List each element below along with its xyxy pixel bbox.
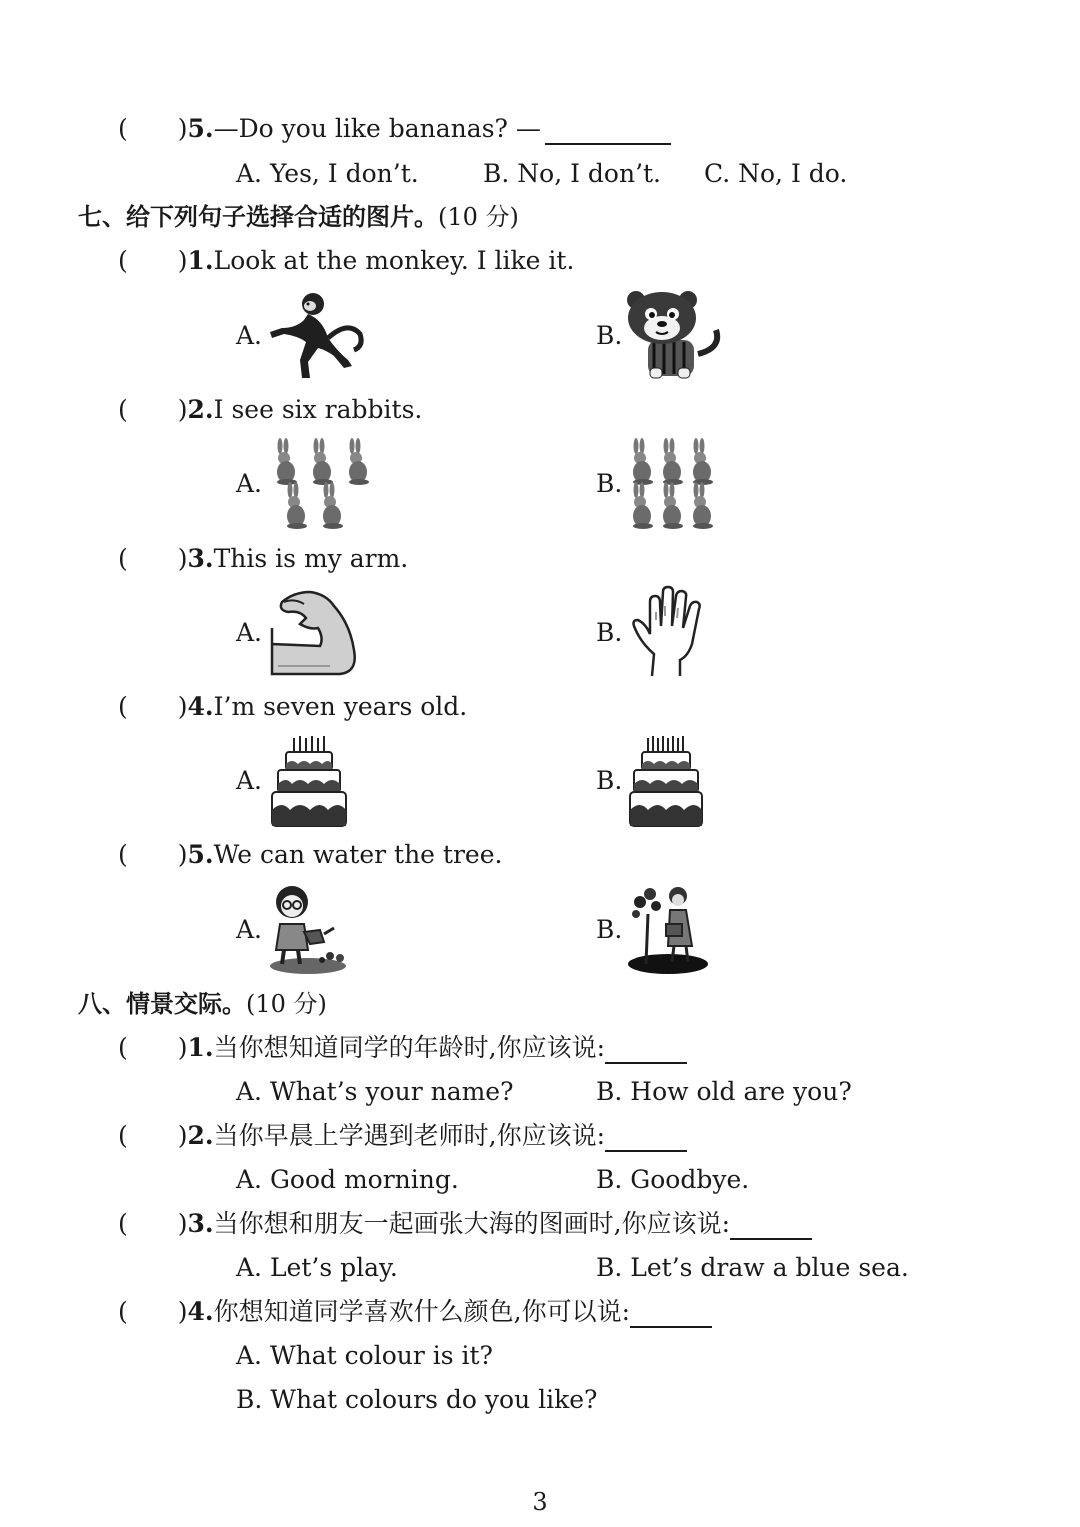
arm-icon[interactable]	[270, 588, 360, 678]
question-row	[118, 691, 467, 723]
option-b[interactable]: B. No, I don’t.	[483, 159, 662, 188]
question-text: 当你想知道同学的年龄时,你应该说:	[213, 1033, 605, 1062]
option-a-label[interactable]: A.	[236, 321, 263, 350]
option-b-label[interactable]: B.	[596, 618, 623, 647]
hand-icon[interactable]	[630, 586, 710, 678]
question-number: 3.	[187, 544, 214, 573]
option-a-label[interactable]: A.	[236, 618, 263, 647]
answer-paren[interactable]: ( )	[118, 1297, 188, 1326]
cake-icon[interactable]	[270, 736, 348, 828]
question-row	[118, 394, 422, 426]
question-number: 4.	[187, 692, 214, 721]
section-points: (10 分)	[438, 203, 519, 231]
answer-blank[interactable]	[730, 1212, 812, 1240]
question-row	[118, 1032, 687, 1064]
question-text: I see six rabbits.	[213, 395, 423, 424]
question-text: Look at the monkey. I like it.	[213, 246, 575, 275]
option-b[interactable]: B. What colours do you like?	[236, 1385, 598, 1414]
section-7-title	[78, 201, 519, 233]
page-number: 3	[532, 1488, 548, 1516]
question-text: —Do you like bananas? —	[213, 114, 541, 143]
question-row	[118, 1208, 812, 1240]
option-a-label[interactable]: A.	[236, 915, 263, 944]
girl-watering-tree-icon[interactable]	[626, 884, 712, 976]
question-row	[118, 245, 574, 277]
question-number: 5.	[187, 840, 214, 869]
girl-watering-flowers-icon[interactable]	[268, 884, 350, 976]
question-text: This is my arm.	[213, 544, 409, 573]
question-row	[118, 839, 502, 871]
answer-paren[interactable]: ( )	[118, 1033, 188, 1062]
option-b[interactable]: B. Let’s draw a blue sea.	[596, 1253, 909, 1282]
answer-paren[interactable]: ( )	[118, 1121, 188, 1150]
cake-icon[interactable]	[628, 736, 706, 828]
question-text: We can water the tree.	[213, 840, 503, 869]
question-row	[118, 1120, 687, 1152]
answer-blank[interactable]	[630, 1300, 712, 1328]
question-number: 4.	[187, 1297, 214, 1326]
question-row	[118, 1296, 712, 1328]
answer-blank[interactable]	[605, 1124, 687, 1152]
answer-paren[interactable]: ( )	[118, 114, 188, 143]
option-a[interactable]: A. What colour is it?	[236, 1341, 493, 1370]
answer-blank[interactable]	[605, 1036, 687, 1064]
question-text: 当你想和朋友一起画张大海的图画时,你应该说:	[213, 1209, 730, 1238]
question-text: 你想知道同学喜欢什么颜色,你可以说:	[213, 1297, 630, 1326]
answer-paren[interactable]: ( )	[118, 840, 188, 869]
answer-paren[interactable]: ( )	[118, 1209, 188, 1238]
five-rabbits-icon[interactable]	[268, 440, 378, 532]
question-text: 当你早晨上学遇到老师时,你应该说:	[213, 1121, 605, 1150]
option-c[interactable]: C. No, I do.	[704, 159, 848, 188]
question-number: 3.	[187, 1209, 214, 1238]
answer-blank[interactable]	[545, 117, 671, 145]
six-rabbits-icon[interactable]	[626, 440, 718, 532]
question-row	[118, 543, 408, 575]
option-a[interactable]: A. Let’s play.	[236, 1253, 398, 1282]
answer-paren[interactable]: ( )	[118, 395, 188, 424]
answer-paren[interactable]: ( )	[118, 544, 188, 573]
question-row	[118, 113, 671, 145]
question-number: 2.	[187, 1121, 214, 1150]
answer-paren[interactable]: ( )	[118, 246, 188, 275]
option-a[interactable]: A. Good morning.	[236, 1165, 459, 1194]
question-number: 2.	[187, 395, 214, 424]
question-number: 1.	[187, 1033, 214, 1062]
option-a-label[interactable]: A.	[236, 469, 263, 498]
answer-paren[interactable]: ( )	[118, 692, 188, 721]
section-title-text: 七、给下列句子选择合适的图片。	[78, 203, 438, 231]
option-b-label[interactable]: B.	[596, 766, 623, 795]
option-b-label[interactable]: B.	[596, 321, 623, 350]
option-a[interactable]: A. What’s your name?	[236, 1077, 514, 1106]
option-b[interactable]: B. How old are you?	[596, 1077, 852, 1106]
option-b-label[interactable]: B.	[596, 915, 623, 944]
question-number: 1.	[187, 246, 214, 275]
option-a[interactable]: A. Yes, I don’t.	[236, 159, 419, 188]
section-title-text: 八、情景交际。	[78, 990, 246, 1018]
monkey-icon[interactable]	[268, 290, 368, 382]
section-points: (10 分)	[246, 990, 327, 1018]
option-b[interactable]: B. Goodbye.	[596, 1165, 750, 1194]
question-text: I’m seven years old.	[213, 692, 468, 721]
question-number: 5.	[187, 114, 214, 143]
option-b-label[interactable]: B.	[596, 469, 623, 498]
section-8-title	[78, 988, 327, 1020]
tiger-icon[interactable]	[624, 290, 724, 382]
option-a-label[interactable]: A.	[236, 766, 263, 795]
